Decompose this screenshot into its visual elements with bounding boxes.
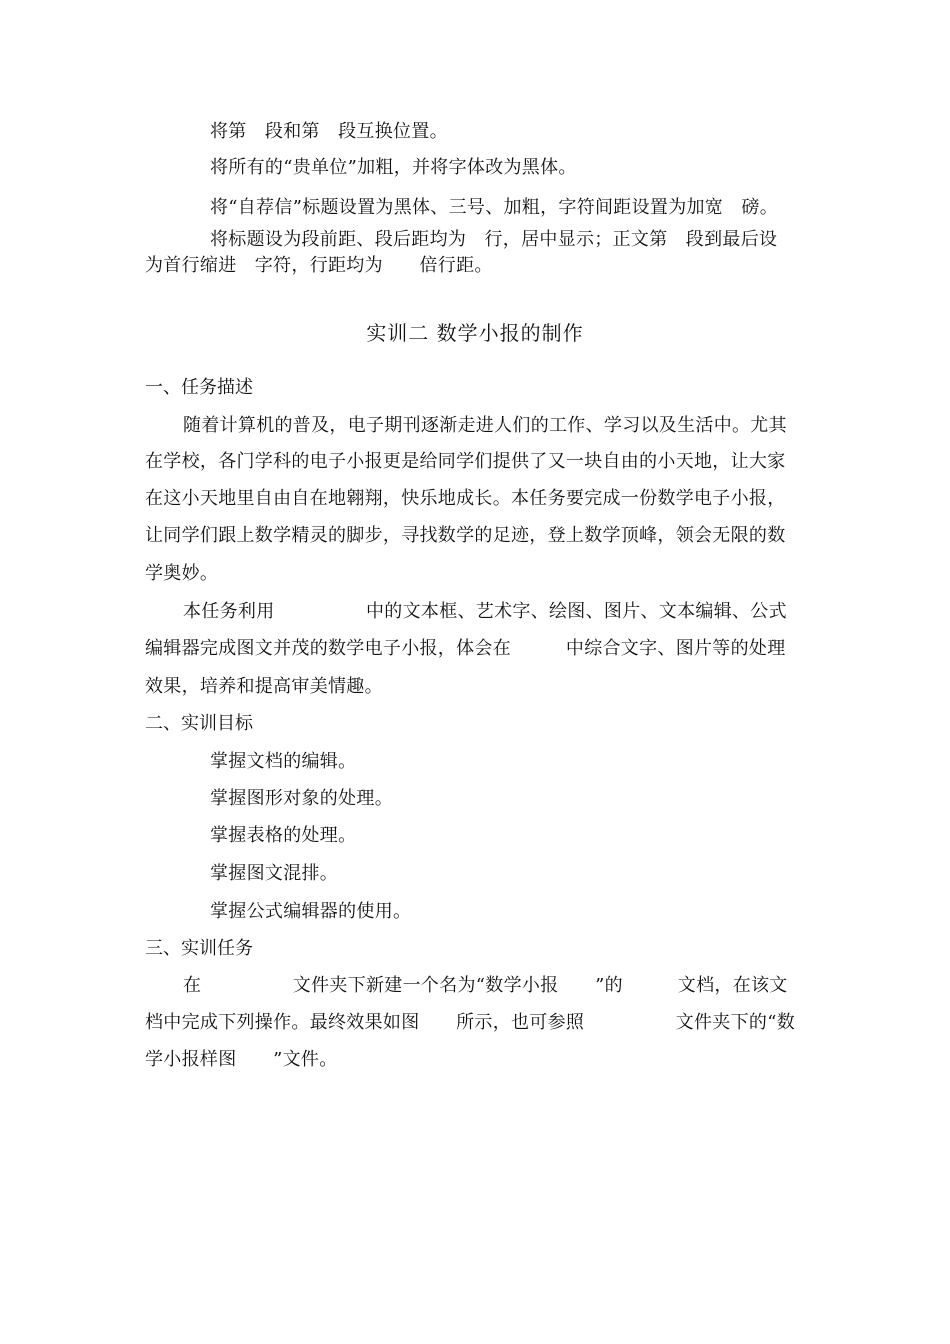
goal-item: 掌握图文混排。 [210, 863, 339, 884]
goal-item: 掌握表格的处理。 [210, 825, 357, 846]
tasks-paragraph-line-1: 在 文件夹下新建一个名为“数学小报 ”的 文档，在该文 [183, 975, 788, 996]
goals-heading: 二、实训目标 [145, 713, 253, 734]
task-paragraph-1-line-3: 在这小天地里自由自在地翱翔，快乐地成长。本任务要完成一份数学电子小报， [145, 488, 786, 509]
top-item-4-line-1: 将标题设为段前距、段后距均为 行，居中显示；正文第 段到最后设 [210, 229, 778, 250]
tasks-paragraph-line-2: 档中完成下列操作。最终效果如图 所示，也可参照 文件夹下的“数 [145, 1012, 795, 1033]
top-item-4-line-2: 为首行缩进 字符，行距均为 倍行距。 [145, 255, 493, 276]
top-item-2: 将所有的“贵单位”加粗，并将字体改为黑体。 [210, 157, 577, 178]
goal-item: 掌握公式编辑器的使用。 [210, 901, 412, 922]
task-paragraph-1-line-2: 在学校，各门学科的电子小报更是给同学们提供了又一块自由的小天地，让大家 [145, 451, 786, 472]
tasks-heading: 三、实训任务 [145, 938, 253, 959]
task-paragraph-1-line-5: 学奥妙。 [145, 563, 219, 584]
section-title: 实训二 数学小报的制作 [366, 321, 584, 345]
top-item-1: 将第 段和第 段互换位置。 [210, 121, 448, 142]
task-paragraph-1-line-1: 随着计算机的普及，电子期刊逐渐走进人们的工作、学习以及生活中。尤其 [183, 415, 787, 436]
goal-item: 掌握图形对象的处理。 [210, 788, 393, 809]
task-paragraph-2-line-3: 效果，培养和提高审美情趣。 [145, 676, 383, 697]
tasks-paragraph-line-3: 学小报样图 ”文件。 [145, 1049, 338, 1070]
top-item-3: 将“自荐信”标题设置为黑体、三号、加粗，字符间距设置为加宽 磅。 [210, 197, 779, 218]
goal-item: 掌握文档的编辑。 [210, 751, 357, 772]
task-paragraph-2-line-2: 编辑器完成图文并茂的数学电子小报，体会在 中综合文字、图片等的处理 [145, 638, 786, 659]
task-description-heading: 一、任务描述 [145, 377, 253, 398]
task-paragraph-2-line-1: 本任务利用 中的文本框、艺术字、绘图、图片、文本编辑、公式 [183, 601, 787, 622]
task-paragraph-1-line-4: 让同学们跟上数学精灵的脚步，寻找数学的足迹，登上数学顶峰，领会无限的数 [145, 525, 786, 546]
